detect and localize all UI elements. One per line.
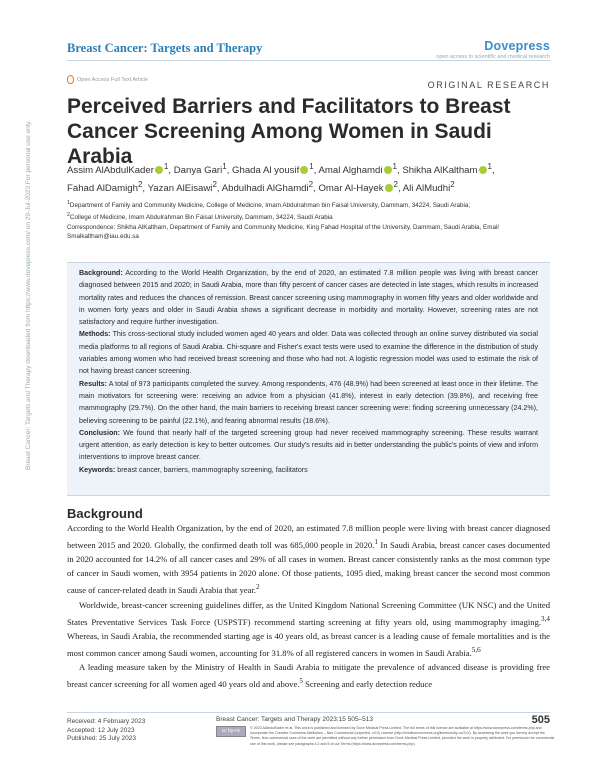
author-affiliation-sup: 1 — [309, 162, 314, 171]
author-line-2: Fahad AlDamigh$^2$, Yazan AlEisawi$^2$, Abdulhadi AlGhamdi$^2$, Omar Al-Hayek $^2$, Ali AlMudhi$^2$ — [67, 180, 455, 195]
author-list — [67, 160, 557, 196]
open-access-icon — [67, 75, 74, 84]
open-access-text: Open Access Full Text Article — [77, 76, 148, 83]
section-heading-background: Background — [67, 506, 143, 521]
author-affiliation-sup: 2 — [137, 180, 143, 190]
affiliations — [67, 199, 557, 222]
open-access-label — [67, 75, 148, 84]
body-paragraph-3: A leading measure taken by the Ministry of Health in Saudi Arabia to mitigate the prevalence of advanced disease is providing free breast cancer screening for all women aged 40 years old and above.$^5$ Screening and early detection reduce — [67, 662, 550, 690]
author-affiliation-sup: 2 — [308, 180, 314, 190]
author-name[interactable]: Ghada Al yousif — [232, 165, 300, 177]
author-affiliation-sup: 2 — [450, 180, 455, 190]
affiliation-1: $^1$Department of Family and Community Medicine, College of Medicine, Imam Abdulrahman bin Faisal University, Dammam, 34224, Saudi Arabia; — [67, 200, 471, 210]
license-block — [216, 726, 555, 747]
citation-link[interactable]: 5,6 — [471, 645, 481, 654]
publisher-brand — [436, 39, 550, 60]
abstract-results: Results: A total of 973 participants completed the survey. Among respondents, 476 (48.9%) had been screened at least once in their lifetime. The main motivators for screening were: receiving an advice from a physician (41.8%), interest in early detection (39.8%), and receiving free mammography (29.7%). On the other hand, the main barriers to receiving breast cancer screening were: finding screening unnecessary (24.2%), believing screening to be painful (22.1%), and fearing abnormal results (18.6%). — [79, 379, 538, 425]
article-type: ORIGINAL RESEARCH — [427, 80, 550, 90]
download-watermark: Breast Cancer: Targets and Therapy downloaded from https://www.dovepress.com/ on 29-Jul-2023 For personal use only. — [25, 120, 32, 470]
author-name[interactable]: Danya Gari — [173, 165, 223, 177]
author-line-1: Assim AlAbdulKader $^1$, Danya Gari$^1$, Ghada Al yousif $^1$, Amal Alghamdi $^1$, Shikha AlKaltham $^1$, — [67, 162, 495, 177]
affiliation-2: $^2$College of Medicine, Imam Abdulrahman Bin Faisal University, Dammam, 34224, Saudi Arabia — [67, 211, 333, 221]
body-paragraph-1: According to the World Health Organization, by the end of 2020, an estimated 7.8 million people were living with breast cancer diagnosed between 2015 and 2020. Globally, the confirmed death toll was 685,000 people in 2020.$^1$ In Saudi Arabia, breast cancer cases documented in 2020 accounted for 14.2% of all cancer cases and 29% of all cases in women. Breast cancer consistently ranks as the most common type of cancer in Saudi women, with 3954 patients in 2020 alone. Of those patients, 1095 died, making breast cancer the second most common cause of cancer-related death in Saudi Arabia that year.$^2$ — [67, 523, 550, 595]
author-name[interactable]: Omar Al-Hayek — [318, 183, 384, 195]
brand-name: Dovepress — [484, 39, 550, 53]
abstract-conclusion: Conclusion: We found that nearly half of the targeted screening group had never received mammography screening. These results warrant urgent attention, as early detection is key to better outcomes. Our study's results aid in better understanding the public's points of view and inform interventions to improve breast cancer. — [79, 428, 538, 462]
orcid-icon[interactable] — [384, 166, 392, 174]
abstract-keywords: Keywords: breast cancer, barriers, mammography screening, facilitators — [79, 465, 308, 474]
article-title: Perceived Barriers and Facilitators to Breast Cancer Screening Among Women in Saudi Arabia — [67, 95, 511, 168]
citation-link[interactable]: 3,4 — [541, 614, 550, 623]
author-name[interactable]: Amal Alghamdi — [318, 165, 383, 177]
license-text: © 2023 AlAbdulKader et al. This work is published and licensed by Dove Medical Press Limited. The full terms of this license are available at https://www.dovepress.com/terms.php and incorporate the Creative Commons Attribution – Non Commercial (unported, v3.0) License (http://creativecommons.org/licenses/by-nc/3.0/). By accessing the work you hereby accept the Terms. Non-commercial uses of the work are permitted without any further permission from Dove Medical Press Limited, provided the work is properly attributed. For permission for commercial use of this work, please see paragraphs 4.2 and 5 of our Terms (https://www.dovepress.com/terms.php). — [250, 726, 555, 746]
abstract-background: Background: According to the World Health Organization, by the end of 2020, an estimated 7.8 million people was living with breast cancer diagnosed between 2015 and 2020; in Saudi Arabia, more than fifty percent of cancer cases are detected in late stages, which results in increased mortality rates and reduces the chances of remission. Breast cancer screening using mammography in women fifty years and older worldwide and in women forty years and older in Saudi Arabia shows a significant decrease in morbidity and mortality. However, screening rates are not satisfactory and require further investigation. — [79, 269, 539, 327]
correspondence: Correspondence: Shikha AlKaltham, Department of Family and Community Medicine, King Fahad Hospital of the University, Dammam, Saudi Arabia, Email Smalkaltham@iau.edu.sa — [67, 224, 499, 240]
accepted-date: Accepted: 12 July 2023 — [67, 726, 135, 734]
published-date: Published: 25 July 2023 — [67, 735, 137, 743]
citation-link[interactable]: 2 — [256, 582, 260, 591]
author-affiliation-sup: 1 — [487, 162, 492, 171]
author-name[interactable]: Assim AlAbdulKader — [67, 165, 154, 177]
brand-tagline: open access to scientific and medical research — [436, 54, 550, 60]
abstract-methods: Methods: This cross-sectional study included women aged 40 years and older. Data was collected through an online survey distributed via social media platforms to all regions of Saudi Arabia. Chi-square and Fisher's exact tests were used to examine the difference in the distribution of study variables among women who had received breast screening and those who had not. A logistic regression model was used to estimate the risk of not having breast cancer screening. — [79, 330, 538, 376]
author-affiliation-sup: 2 — [212, 180, 217, 190]
journal-title: Breast Cancer: Targets and Therapy — [67, 41, 263, 55]
abstract-box — [67, 262, 550, 496]
received-date: Received: 4 February 2023 — [67, 718, 146, 725]
author-affiliation-sup: 1 — [163, 162, 169, 171]
orcid-icon[interactable] — [300, 166, 308, 174]
header-divider — [67, 60, 550, 61]
orcid-icon[interactable] — [479, 166, 487, 174]
footer-dates — [67, 718, 145, 744]
citation-link[interactable]: 5 — [299, 677, 303, 686]
author-name[interactable]: Shikha AlKaltham — [402, 165, 478, 177]
author-affiliation-sup: 1 — [222, 162, 227, 171]
author-name[interactable]: Fahad AlDamigh — [67, 183, 138, 195]
author-name[interactable]: Ali AlMudhi — [402, 183, 451, 195]
footer-citation: Breast Cancer: Targets and Therapy 2023:15 505–513 — [216, 716, 373, 723]
body-paragraph-2: Worldwide, breast-cancer screening guidelines differ, as the United Kingdom National Screening Committee (UK NSC) and the United States Preventative Services Task Force (USPSTF) recommend starting screening at fifty years old, using mammography imaging.$^{3,4}$ Whereas, in Saudi Arabia, the recommended starting age is 40 years old, as breast cancer is a leading cause of female mortalities and is the most common cancer among Saudi women, accounting for 31.8% of all registered cancers in women in Saudi Arabia.$^{5,6}$ — [67, 599, 550, 658]
author-affiliation-sup: 2 — [393, 180, 398, 190]
page-number: 505 — [531, 714, 550, 726]
author-affiliation-sup: 1 — [392, 162, 397, 171]
author-name[interactable]: Yazan AlEisawi — [147, 183, 213, 195]
creative-commons-icon[interactable]: cc by-nc — [216, 726, 246, 737]
orcid-icon[interactable] — [385, 184, 393, 192]
author-name[interactable]: Abdulhadi AlGhamdi — [221, 183, 309, 195]
citation-link[interactable]: 1 — [374, 538, 378, 546]
body-text — [67, 521, 550, 691]
footer-divider — [67, 712, 550, 713]
orcid-icon[interactable] — [155, 166, 163, 174]
